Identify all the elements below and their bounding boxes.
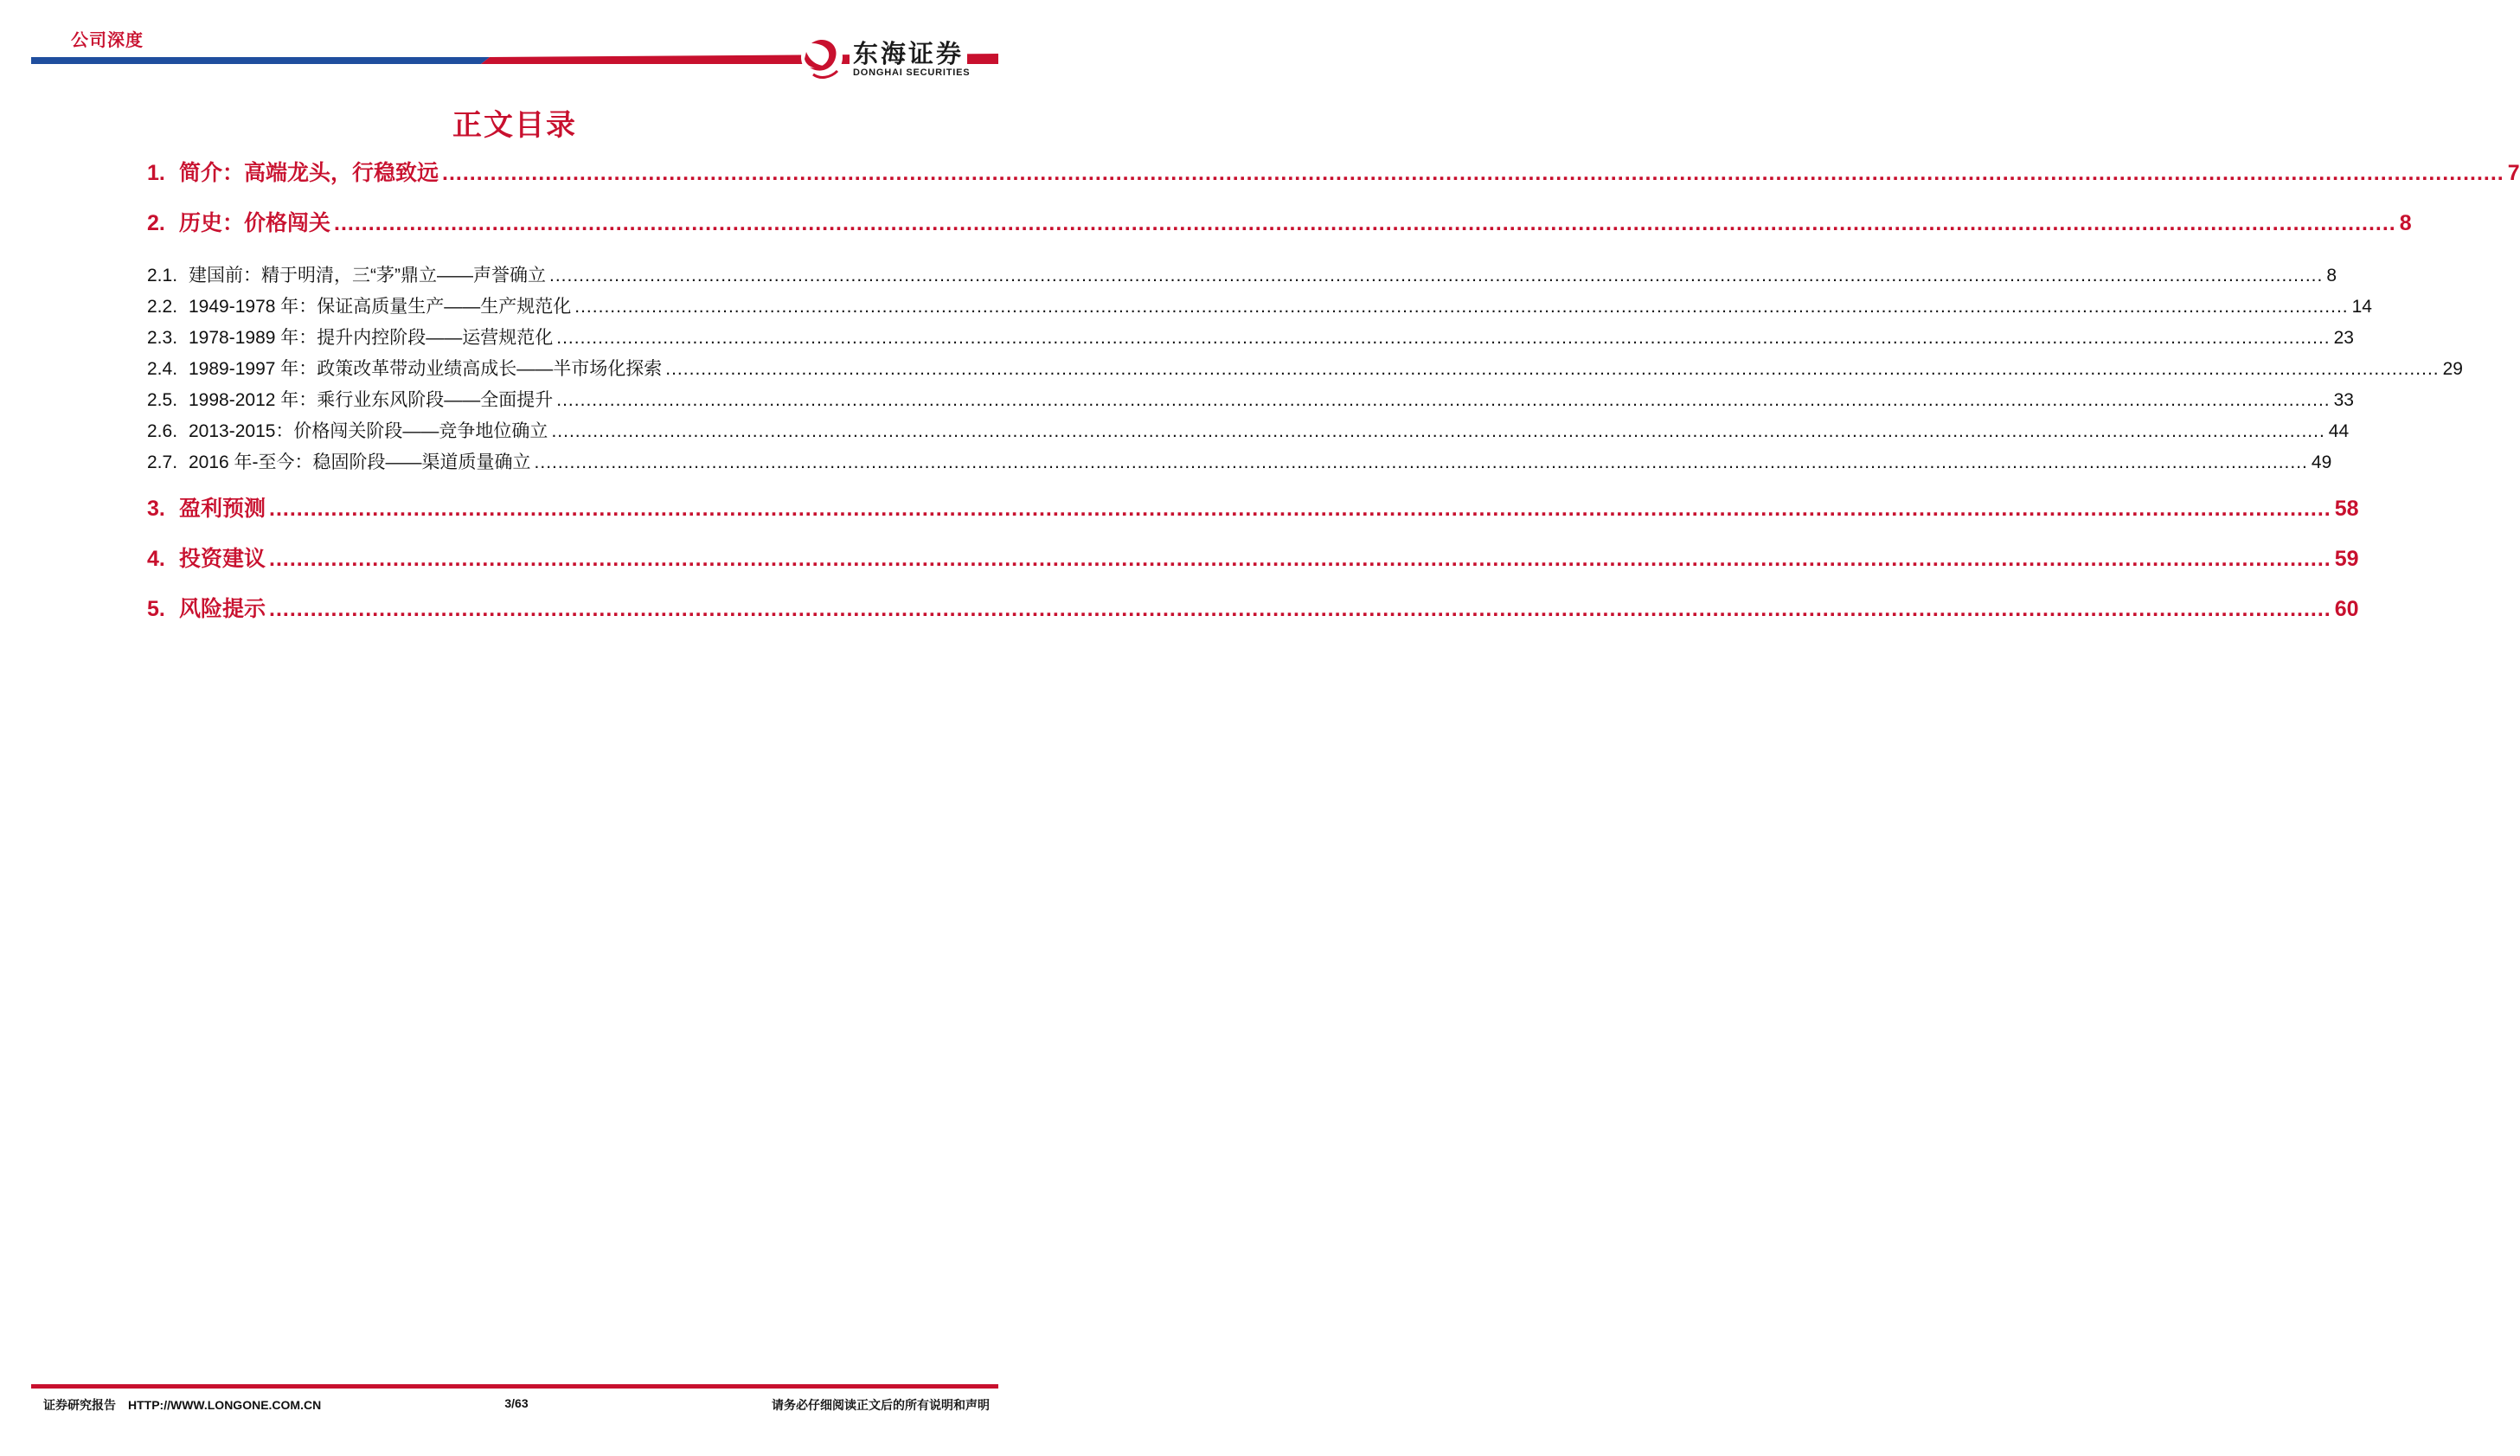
toc-leader-dots: ............................................................................................................................................................................................................................................................................................................ (269, 497, 2331, 521)
dragon-emblem-icon (798, 31, 846, 83)
toc-entry-label: 简介：高端龙头，行稳致远 (179, 161, 439, 185)
toc-entry-label: 2013-2015：价格闯关阶段——竞争地位确立 (189, 421, 548, 441)
toc-leader-dots: ............................................................................................................................................................................................................................................................................................................ (534, 452, 2308, 472)
toc-leader-dots: ............................................................................................................................................................................................................................................................................................................ (269, 597, 2331, 621)
toc-entry-number: 2. (147, 211, 165, 235)
toc-entry-number: 2.1. (147, 266, 178, 285)
toc-entry-number: 2.7. (147, 452, 178, 472)
toc-entry-number: 4. (147, 547, 165, 571)
company-logo (798, 31, 1005, 85)
toc-entry-number: 2.5. (147, 390, 178, 410)
toc-entry-page: 14 (2351, 297, 2372, 317)
toc-entry[interactable] (147, 542, 2359, 592)
footer-report-type: 证券研究报告 (43, 1398, 116, 1412)
footer-disclaimer: 请务必仔细阅读正文后的所有说明和声明 (772, 1398, 990, 1412)
toc-title: 正文目录 (452, 109, 577, 142)
toc-entry-page: 59 (2334, 547, 2359, 571)
toc-subentry[interactable] (147, 292, 2372, 324)
logo-english-name: DONGHAI SECURITIES (853, 67, 971, 78)
toc-entry-label: 1989-1997 年：政策改革带动业绩高成长——半市场化探索 (189, 359, 663, 379)
toc-entry-number: 3. (147, 497, 165, 521)
toc-leader-dots: ............................................................................................................................................................................................................................................................................................................ (442, 161, 2504, 185)
toc-leader-dots: ............................................................................................................................................................................................................................................................................................................ (334, 211, 2396, 235)
doc-type-label: 公司深度 (71, 31, 144, 50)
toc-entry-number: 1. (147, 161, 165, 185)
toc-entry-label: 历史：价格闯关 (179, 211, 331, 235)
toc-entry-number: 5. (147, 597, 165, 621)
page-footer (43, 1396, 990, 1417)
toc-entry-number: 2.2. (147, 297, 178, 317)
toc-entry-label: 2016 年-至今：稳固阶段——渠道质量确立 (189, 452, 531, 472)
toc-entry[interactable] (147, 206, 2412, 256)
toc-leader-dots: ............................................................................................................................................................................................................................................................................................................ (269, 547, 2331, 571)
toc-leader-dots: ............................................................................................................................................................................................................................................................................................................ (574, 297, 2349, 317)
footer-divider (31, 1384, 998, 1389)
toc-entry-label: 风险提示 (179, 597, 266, 621)
toc-entry-label: 1949-1978 年：保证高质量生产——生产规范化 (189, 297, 572, 317)
toc-entry-label: 1978-1989 年：提升内控阶段——运营规范化 (189, 328, 554, 348)
footer-left (43, 1396, 321, 1414)
toc-entry-number: 2.4. (147, 359, 178, 379)
page-number: 3/63 (504, 1396, 529, 1410)
toc-entry-page: 33 (2333, 390, 2354, 410)
toc-entry-label: 1998-2012 年：乘行业东风阶段——全面提升 (189, 390, 554, 410)
toc-entry[interactable] (147, 156, 2520, 206)
toc-entry-label: 投资建议 (179, 547, 266, 571)
toc-subentry[interactable] (147, 355, 2463, 386)
toc-entry-page: 58 (2334, 497, 2359, 521)
toc-entry[interactable] (147, 491, 2359, 542)
toc-entry-page: 49 (2311, 452, 2332, 472)
toc-leader-dots: ............................................................................................................................................................................................................................................................................................................ (665, 359, 2440, 379)
toc-subentry[interactable] (147, 324, 2354, 355)
page-header (0, 0, 1029, 87)
toc-subentry[interactable] (147, 417, 2350, 448)
toc-subentry[interactable] (147, 261, 2337, 292)
toc-entry-page: 44 (2328, 421, 2350, 441)
toc-entry-page: 8 (2399, 211, 2412, 235)
toc-entry-number: 2.3. (147, 328, 178, 348)
toc-entry-page: 7 (2507, 161, 2520, 185)
toc-subentry[interactable] (147, 386, 2354, 417)
footer-url-link[interactable]: HTTP://WWW.LONGONE.COM.CN (128, 1398, 322, 1412)
toc-entry-page: 8 (2326, 266, 2337, 285)
toc-entry[interactable] (147, 592, 2359, 642)
toc-leader-dots: ............................................................................................................................................................................................................................................................................................................ (551, 421, 2325, 441)
toc-entry-label: 建国前：精于明清，三“茅”鼎立——声誉确立 (189, 266, 546, 285)
toc-leader-dots: ............................................................................................................................................................................................................................................................................................................ (549, 266, 2324, 285)
toc-entry-page: 60 (2334, 597, 2359, 621)
toc-entry-label: 盈利预测 (179, 497, 266, 521)
logo-chinese-name: 东海证券 (850, 35, 967, 70)
toc-entry-number: 2.6. (147, 421, 178, 441)
toc-entry-page: 23 (2333, 328, 2354, 348)
table-of-contents (147, 156, 2520, 642)
toc-leader-dots: ............................................................................................................................................................................................................................................................................................................ (556, 328, 2331, 348)
toc-leader-dots: ............................................................................................................................................................................................................................................................................................................ (556, 390, 2331, 410)
toc-entry-page: 29 (2442, 359, 2463, 379)
toc-subentry[interactable] (147, 448, 2332, 479)
